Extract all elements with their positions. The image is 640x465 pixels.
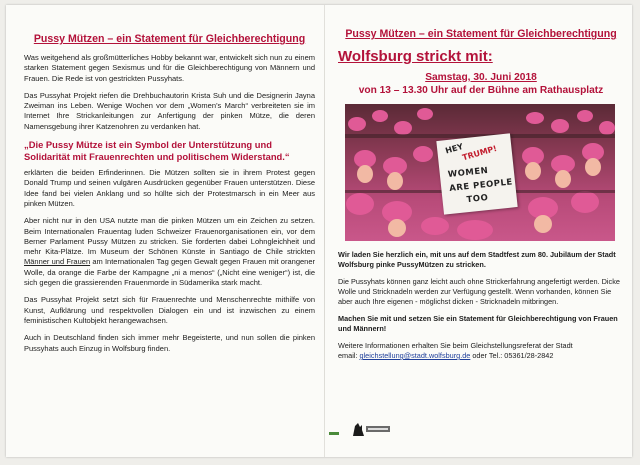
event-title: Wolfsburg strickt mit: bbox=[338, 48, 493, 65]
sign-text-line1: WOMEN bbox=[447, 165, 489, 181]
underlined-text: Männer und Frauen bbox=[24, 257, 91, 267]
contact-info-intro: Weitere Informationen erhalten Sie beim Gleichstellungsreferat der Stadt bbox=[338, 341, 573, 350]
left-paragraph-inventors: erklärten die beiden Erfinderinnen. Die Mützen sollten sie in ihrem Protest gegen Donald Trump und seinen vulgären Ausdrücken gegenüber Frauen unterstützen. Diese Idee fand bei vielen Anklang und so hüllte sich der Protestmarsch in ein Meer aus pinken Mützen. bbox=[24, 168, 315, 208]
right-column bbox=[338, 19, 624, 368]
contact-line bbox=[338, 351, 624, 361]
flyer-sheet bbox=[6, 5, 632, 457]
invitation-paragraph: Wir laden Sie herzlich ein, mit uns auf dem Stadtfest zum 80. Jubiläum der Stadt Wolfsburg pinke PussyMützen zu stricken. bbox=[338, 250, 616, 269]
text-span: am Internationalen Tag gegen Gewalt gegen Frauen mit orangener Wolle, da orange die Farbe der Kampagne „ni a menos“ („Nicht eine weniger“) ist, die sich gegen die grassierenden Frauenmorde in Südamerika stark macht. bbox=[24, 257, 315, 288]
sign-text-line2: ARE PEOPLE bbox=[448, 177, 514, 194]
city-logo-icon bbox=[329, 420, 393, 438]
left-quote: „Die Pussy Mütze ist ein Symbol der Unterstützung und Solidarität mit Frauenrechten und politischem Widerstand.“ bbox=[24, 139, 290, 163]
right-heading: Pussy Mützen – ein Statement für Gleichberechtigung bbox=[345, 28, 617, 40]
left-paragraph-germany: Auch in Deutschland finden sich immer mehr Begeisterte, und nun sollen die pinken Pussyhats auch Einzug in Wolfsburg finden. bbox=[24, 333, 315, 353]
materials-paragraph: Die Pussyhats können ganz leicht auch ohne Strickerfahrung angefertigt werden. Dicke Wolle und Stricknadeln werden zur Verfügung gestellt. Wenn vorhanden, können Sie aber auch Ihre eigenen - möglichst dicken - Stricknadeln mitbringen. bbox=[338, 277, 620, 306]
sign-text-trump: TRUMP! bbox=[461, 143, 498, 163]
left-paragraph-intro: Was weitgehend als großmütterliches Hobby bekannt war, entwickelt sich nun zu einem starken Statement gegen Sexismus und für die Gleichberechtigung von Männern und Frauen. Die Rede ist von gestrickten Pussyhats. bbox=[24, 53, 315, 83]
fold-line bbox=[324, 5, 325, 457]
left-paragraph-project: Das Pussyhat Projekt riefen die Drehbuchautorin Krista Suh und die Designerin Jayna Zweiman ins Leben. Wenige Wochen vor dem „Women’s March“ verbreiteten sie im Internet Ihre Strickanleitungen zur Anfertigung der pinken Mütze, die deren Namensgebung ihrer Katzenohren zu verdanken hat. bbox=[24, 90, 315, 131]
protest-photo bbox=[345, 104, 615, 241]
call-to-action: Machen Sie mit und setzen Sie ein Statement für Gleichberechtigung von Frauen und Männern! bbox=[338, 314, 618, 333]
phone-text: oder Tel.: 05361/28-2842 bbox=[470, 351, 554, 360]
event-time: von 13 – 13.30 Uhr auf der Bühne am Rathausplatz bbox=[358, 85, 604, 96]
sign-text-hey: HEY bbox=[444, 141, 465, 156]
left-heading: Pussy Mützen – ein Statement für Gleichberechtigung bbox=[33, 33, 306, 45]
email-label: email: bbox=[338, 351, 360, 360]
protest-sign bbox=[436, 133, 517, 214]
text-span: Aber nicht nur in den USA nutzte man die pinken Mützen um ein Zeichen zu setzen. Beim Internationalen Frauentag luden Schweizer Frauenorganisationen ein, vor dem Berner Parlament Pussy Mützen zu stricken. Sie forderten dabei Lohngleichheit und mehr Kita-Plätze. Im Museum der Schönen Künste in Santiago de Chile strickten bbox=[24, 216, 315, 257]
left-paragraph-international bbox=[24, 216, 315, 288]
sign-text-line3: TOO bbox=[466, 192, 489, 206]
left-paragraph-movement: Das Pussyhat Projekt setzt sich für Frauenrechte und Menschenrechte mithilfe von Kunst, Aufklärung und respektvollen Dialogen ein und ist inzwischen zu einem feministischen Kultobjekt herangewachsen. bbox=[24, 295, 315, 325]
email-link[interactable]: gleichstellung@stadt.wolfsburg.de bbox=[359, 351, 471, 360]
left-column bbox=[24, 19, 315, 361]
event-date: Samstag, 30. Juni 2018 bbox=[425, 72, 537, 83]
